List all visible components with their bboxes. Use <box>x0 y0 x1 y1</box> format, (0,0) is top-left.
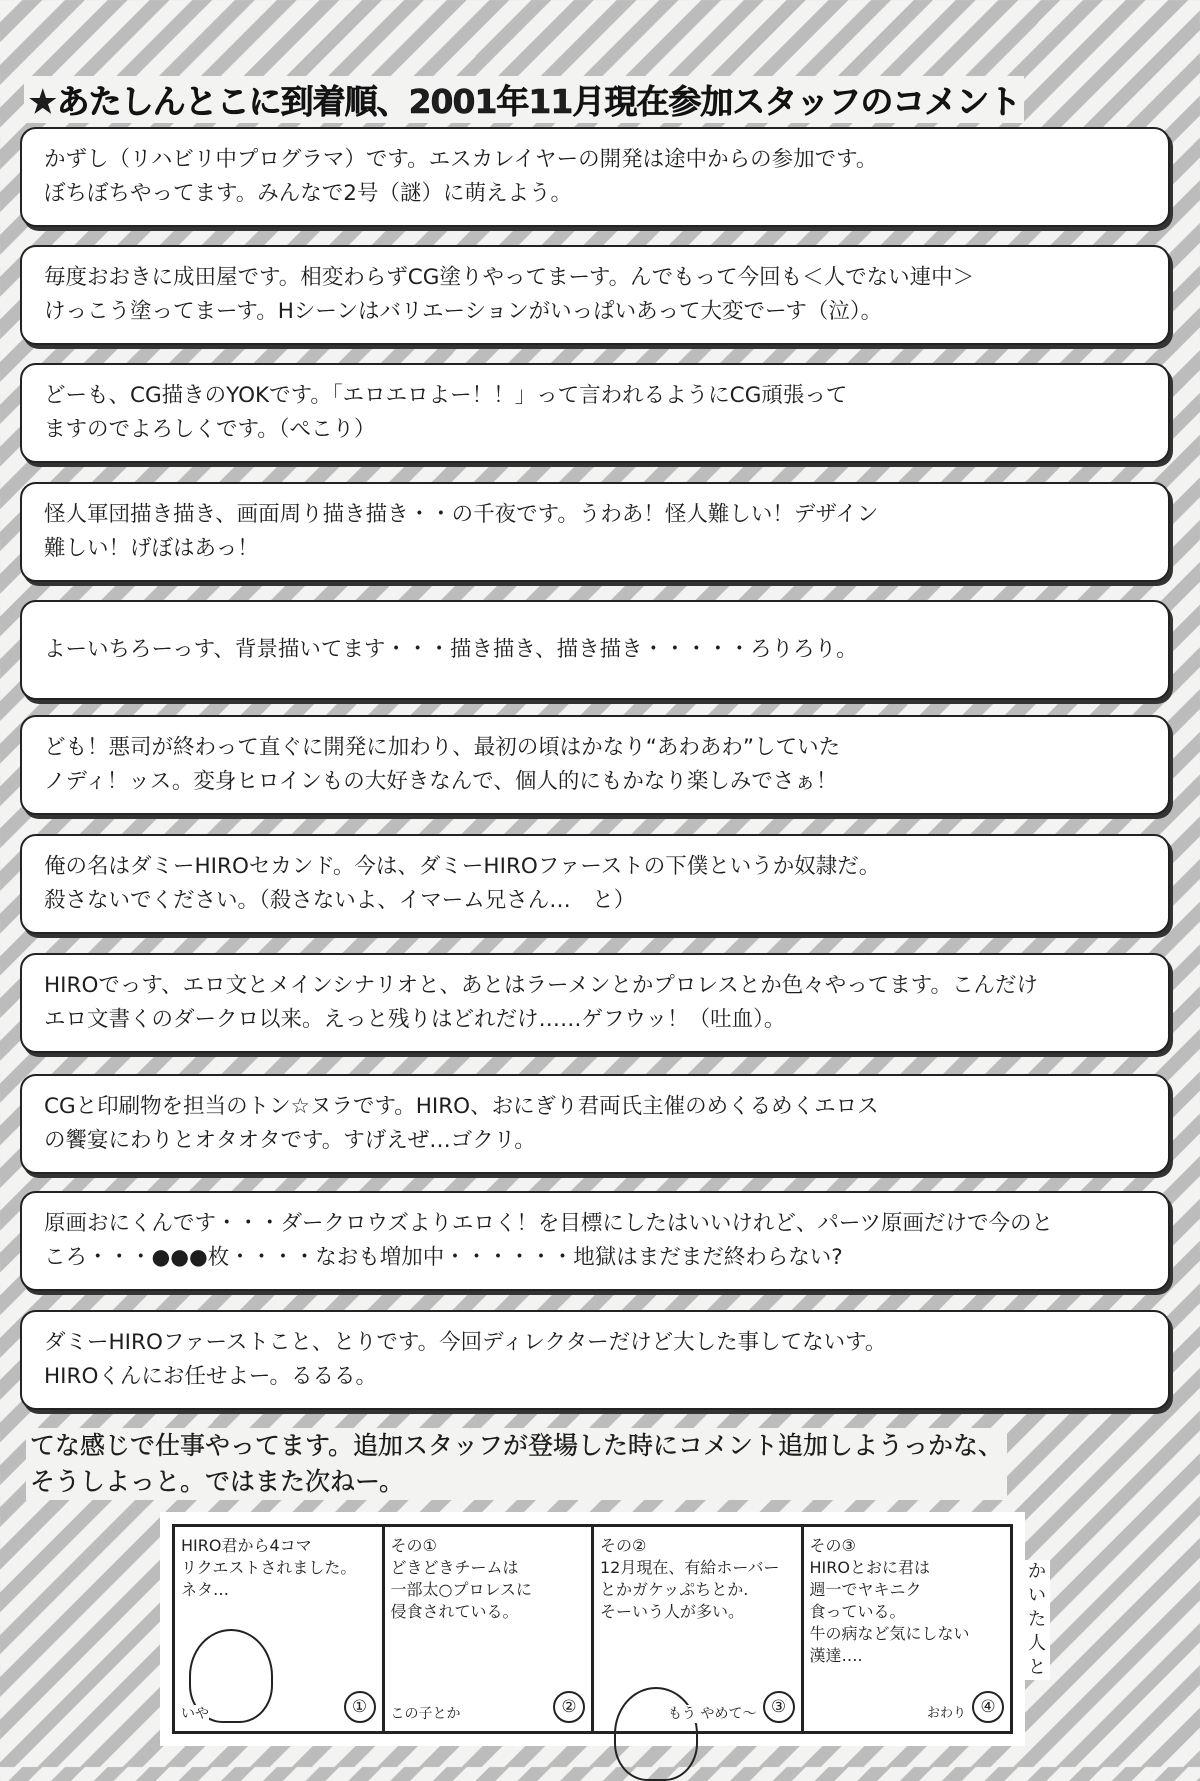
comment-line-1: かずし（リハビリ中プログラマ）です。エスカレイヤーの開発は途中からの参加です。 <box>44 147 878 172</box>
comment-box <box>20 127 1170 227</box>
comment-box <box>20 953 1170 1053</box>
comment-line-1: 俺の名はダミーHIROセカンド。今は、ダミーHIROファーストの下僕というか奴隷だ。 <box>44 854 881 879</box>
speech-bubble: いや <box>181 1706 209 1722</box>
comic-panel-1 <box>175 1527 385 1731</box>
comment-box <box>20 245 1170 345</box>
comment-line-1: 毎度おおきに成田屋です。相変わらずCG塗りやってまーす。んでもって今回も＜人でない連中＞ <box>44 265 975 290</box>
panel-text: その② 12月現在、有給ホーバー とかガケッぷちとか. そーいう人が多い。 <box>600 1536 780 1621</box>
panel-number: ② <box>553 1691 585 1723</box>
panel-text: その③ HIROとおに君は 週一でヤキニク 食っている。 牛の病など気にしない 漢達…. <box>809 1536 970 1665</box>
comment-box <box>20 834 1170 934</box>
comment-line-1: ども！悪司が終わって直ぐに開発に加わり、最初の頃はかなり“あわあわ”していた <box>44 735 841 760</box>
speech-bubble: もう やめて〜 <box>668 1706 757 1722</box>
comic-panel-4 <box>804 1527 1011 1731</box>
comment-line-1: どーも、CG描きのYOKです。「エロエロよー！！」って言われるようにCG頑張って <box>44 383 848 408</box>
comment-line-2: けっこう塗ってまーす。Hシーンはバリエーションがいっぱいあって大変でーす（泣）。 <box>44 299 883 324</box>
panel-text: HIRO君から4コマ リクエストされました。 ネタ… <box>181 1536 357 1599</box>
comment-line-2: ぼちぼちやってます。みんなで2号（謎）に萌えよう。 <box>44 181 572 206</box>
comment-line-2: ノディ！ッス。変身ヒロインもの大好きなんで、個人的にもかなり楽しみでさぁ！ <box>44 769 838 794</box>
comment-box <box>20 1074 1170 1174</box>
comment-box <box>20 363 1170 463</box>
page-title: ★あたしんとこに到着順、2001年11月現在参加スタッフのコメント <box>24 76 1024 123</box>
footer-line-2: そうしよっと。ではまた次ねー。 <box>30 1467 405 1496</box>
comment-box <box>20 600 1170 700</box>
comment-line-2: の饗宴にわりとオタオタです。すげえぜ…ゴクリ。 <box>44 1128 536 1153</box>
comment-line-1: 原画おにくんです・・・ダークロウズよりエロく！を目標にしたはいいけれど、パーツ原画だけで今のと <box>44 1211 1053 1236</box>
comment-line-2: ますのでよろしくです。（ぺこり） <box>44 417 376 442</box>
footer-text <box>26 1428 1007 1500</box>
panel-text: その① どきどきチームは 一部太○プロレスに 侵食されている。 <box>390 1536 532 1621</box>
comment-line-2: 殺さないでください。（殺さないよ、イマーム兄さん… と） <box>44 888 636 913</box>
comment-box <box>20 1310 1170 1410</box>
footer-line-1: てな感じで仕事やってます。追加スタッフが登場した時にコメント追加しようっかな、 <box>30 1431 1004 1460</box>
comment-line-2: ころ・・・●●●枚・・・・なおも増加中・・・・・・地獄はまだまだ終わらない? <box>44 1245 843 1270</box>
comment-line-2: 難しい！げぼはあっ！ <box>44 536 259 561</box>
panel-number: ③ <box>763 1691 795 1723</box>
panel-number: ④ <box>972 1691 1004 1723</box>
comment-line-1: よーいちろーっす、背景描いてます・・・描き描き、描き描き・・・・・ろりろり。 <box>44 637 858 662</box>
speech-bubble: この子とか <box>390 1706 461 1722</box>
comment-box <box>20 1191 1170 1291</box>
comment-box <box>20 482 1170 582</box>
comment-line-1: HIROでっす、エロ文とメインシナリオと、あとはラーメンとかプロレスとか色々やってます。こんだけ <box>44 973 1039 998</box>
comment-line-1: CGと印刷物を担当のトン☆ヌラです。HIRO、おにぎり君両氏主催のめくるめくエロス <box>44 1094 879 1119</box>
four-panel-comic <box>172 1524 1013 1734</box>
comment-line-1: ダミーHIROファーストこと、とりです。今回ディレクターだけど大した事してないす。 <box>44 1330 887 1355</box>
comment-line-2: エロ文書くのダークロ以来。えっと残りはどれだけ……ゲフウッ！（吐血）。 <box>44 1007 786 1032</box>
comic-panel-3 <box>594 1527 804 1731</box>
comment-line-1: 怪人軍団描き描き、画面周り描き描き・・の千夜です。うわあ！怪人難しい！デザイン <box>44 502 879 527</box>
comic-author: かいた人 と <box>1024 1560 1050 1680</box>
speech-bubble: おわり <box>926 1706 966 1721</box>
comment-box <box>20 715 1170 815</box>
comment-line-2: HIROくんにお任せよー。るるる。 <box>44 1364 378 1389</box>
panel-number: ① <box>344 1691 376 1723</box>
comic-panel-2 <box>385 1527 595 1731</box>
